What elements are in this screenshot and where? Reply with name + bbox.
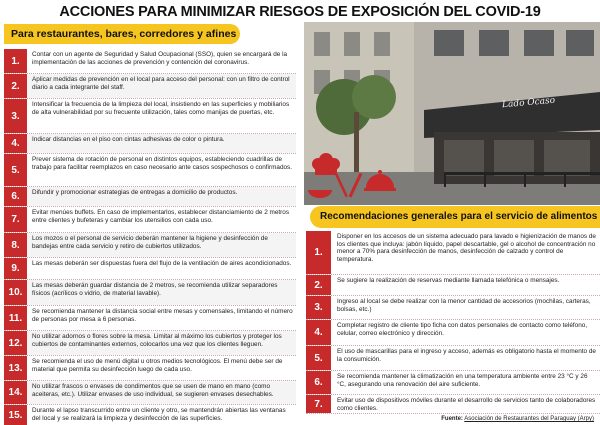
list-item (4, 280, 296, 306)
item-text: Las mesas deberán ser dispuestas fuera del flujo de la ventilación de aires acondicionados. (27, 258, 296, 279)
item-text: Aplicar medidas de prevención en el local para acceso del personal: con un filtro de control diario a cada integrante del staff. (27, 74, 296, 98)
item-number: 7. (4, 207, 27, 232)
item-text: No utilizar adornos o flores sobre la mesa. Limitar al máximo los cubiertos y proteger los cubiertos de contaminantes externos, colocarlos una vez que los clientes lleguen. (27, 331, 296, 355)
list-item (4, 99, 296, 134)
item-text: No utilizar frascos o envases de condimentos que se usen de mano en mano (como aceiteras, etc.). Utilizar envases de uso individual, se sugieren envases desechables. (27, 381, 296, 404)
restaurant-sign: Lado Ocaso (501, 95, 556, 111)
item-number: 1. (306, 231, 331, 274)
list-item (4, 187, 296, 207)
list-item (306, 231, 600, 275)
item-text: Ingreso al local se debe realizar con la menor cantidad de accesorios (mochilas, carteras, bolsas, etc.) (331, 296, 600, 319)
item-text: Se recomienda mantener la distancia social entre mesas y comensales, limitando el número de personas por mesa a 6 personas. (27, 306, 296, 330)
item-number: 10. (4, 280, 27, 305)
list-item (306, 275, 600, 296)
restaurants-section-header: Para restaurantes, bares, corredores y afines (4, 24, 240, 44)
list-item (306, 346, 600, 371)
list-item (4, 233, 296, 258)
item-text: Prever sistema de rotación de personal en distintos equipos, estableciendo cuadrillas de trabajo para facilitar reemplazos en caso necesario ante casos sospechosos o confirmados. (27, 154, 296, 186)
item-text: Difundir y promocionar estrategias de entregas a domicilio de productos. (27, 187, 296, 206)
item-number: 4. (306, 320, 331, 345)
item-number: 3. (306, 296, 331, 319)
dining-icons (306, 150, 396, 205)
item-number: 5. (306, 346, 331, 370)
list-item (4, 74, 296, 99)
item-number: 13. (4, 356, 27, 380)
item-text: Las mesas deberán guardar distancia de 2 metros, se recomienda utilizar separadores físicos (acrílicos o vidrio, de material lavable). (27, 280, 296, 305)
item-number: 6. (306, 371, 331, 394)
page-title: ACCIONES PARA MINIMIZAR RIESGOS DE EXPOSICIÓN DEL COVID-19 (59, 4, 541, 20)
item-text: Evitar uso de dispositivos móviles durante el desarrollo de servicios tanto de colaboradores como clientes. (331, 395, 600, 413)
list-item (306, 320, 600, 346)
item-number: 7. (306, 395, 331, 413)
list-item (4, 306, 296, 331)
source-label: Fuente: (441, 416, 463, 422)
list-item (4, 154, 296, 187)
list-item (4, 405, 296, 425)
list-item (306, 395, 600, 414)
item-text: Completar registro de cliente tipo ficha con datos personales de contacto como teléfono, celular, correo electrónico y dirección. (331, 320, 600, 345)
item-text: Se recomienda el uso de menú digital u otros medios tecnológicos. El menú debe ser de material que permita su desinfección luego de cada uso. (27, 356, 296, 380)
item-number: 14. (4, 381, 27, 404)
item-number: 5. (4, 154, 27, 186)
item-text: Se recomienda mantener la climatización en una temperatura ambiente entre 23 °C y 26 °C, asegurando una renovación del aire suficiente. (331, 371, 600, 394)
list-item (306, 296, 600, 320)
item-text: Se sugiere la realización de reservas mediante llamada telefónica o mensajes. (331, 275, 600, 295)
item-number: 6. (4, 187, 27, 206)
item-text: Intensificar la frecuencia de la limpieza del local, insistiendo en las superficies y mobiliarios de alta vulnerabilidad por su frecuente utilización, tales como manijas de puertas, etc. (27, 99, 296, 133)
item-number: 1. (4, 49, 27, 73)
chef-hat-cutlery-icon (306, 150, 396, 205)
item-text: Evitar menúes buffets. En caso de implementarlos, establecer distanciamiento de 2 metros entre clientes y bufeteras y cambiar los utensilios con cada uso. (27, 207, 296, 232)
list-item (4, 207, 296, 233)
item-number: 11. (4, 306, 27, 330)
item-number: 12. (4, 331, 27, 355)
item-text: Indicar distancias en el piso con cintas adhesivas de color o pintura. (27, 134, 296, 153)
list-item (4, 134, 296, 154)
item-text: Disponer en los accesos de un sistema adecuado para lavado e higienización de manos de los clientes que incluya: jabón líquido, papel descartable, gel o alcohol de concentración no menor a 70% para desinfección de manos, desinfección de calzado y control de temperatura. (331, 231, 600, 274)
list-item (4, 331, 296, 356)
item-number: 3. (4, 99, 27, 133)
item-text: El uso de mascarillas para el ingreso y acceso, además es obligatorio hasta el momento de la consumición. (331, 346, 600, 370)
item-text: Durante el lapso transcurrido entre un cliente y otro, se mantendrán abiertas las ventanas del local y se realizará la limpieza y desinfección de las superficies. (27, 405, 296, 425)
list-item (4, 258, 296, 280)
source-credit (441, 415, 594, 424)
item-text: Los mozos o el personal de servicio deberán mantener la higiene y desinfección de bandejas entre cada servicio y retiro de cubiertos utilizados. (27, 233, 296, 257)
item-number: 2. (4, 74, 27, 98)
list-item (4, 49, 296, 74)
item-number: 4. (4, 134, 27, 153)
item-number: 15. (4, 405, 27, 425)
item-number: 2. (306, 275, 331, 295)
item-number: 9. (4, 258, 27, 279)
list-item (4, 356, 296, 381)
food-service-section-header: Recomendaciones generales para el servicio de alimentos (310, 206, 600, 228)
item-number: 8. (4, 233, 27, 257)
item-text: Contar con un agente de Seguridad y Salud Ocupacional (SSO), quien se encargará de la implementación de las acciones de prevención y contención del coronavirus. (27, 49, 296, 73)
source-text: Asociación de Restaurantes del Paraguay (Arpy) (464, 416, 594, 422)
list-item (306, 371, 600, 395)
list-item (4, 381, 296, 405)
